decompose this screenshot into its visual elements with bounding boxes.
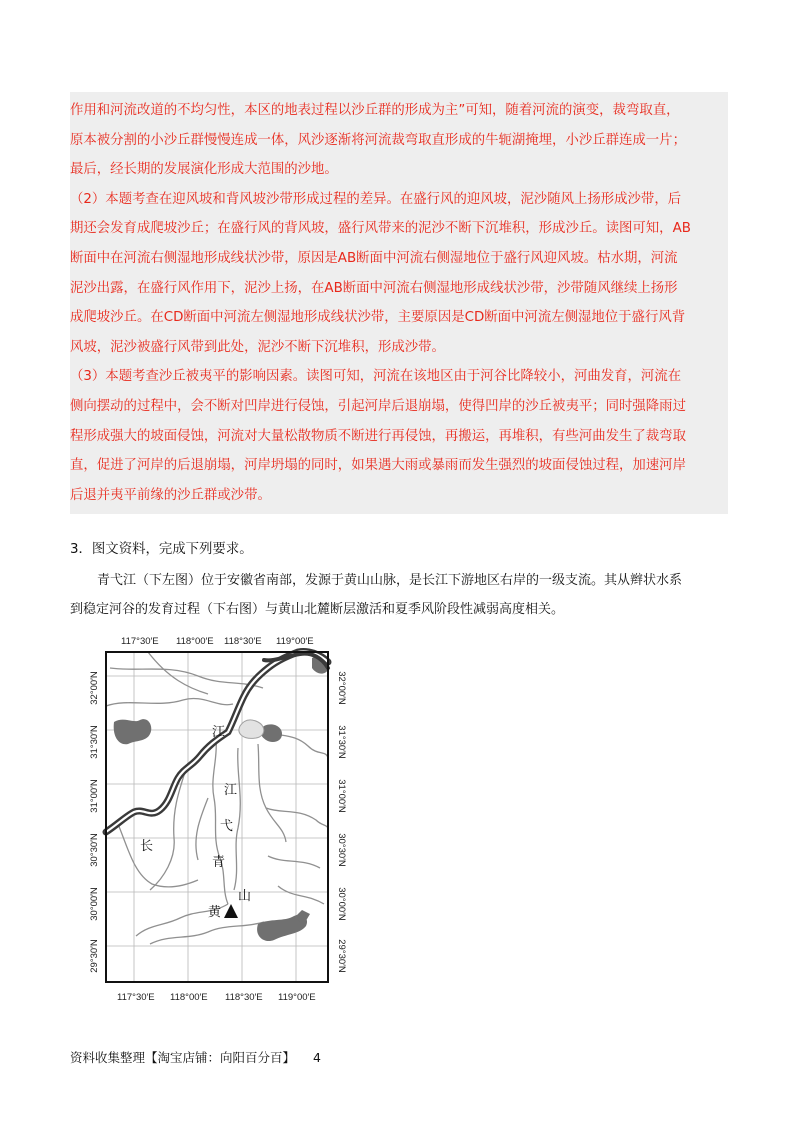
footer-source: 资料收集整理【淘宝店铺：向阳百分百】 [70, 1050, 296, 1065]
right-lat-tick: 31°30′N [336, 725, 347, 759]
top-tick: 118°30′E [224, 636, 262, 647]
label-yi: 弋 [220, 819, 234, 834]
label-huang: 黄 [208, 905, 222, 920]
answer-line: 原本被分割的小沙丘群慢慢连成一体，风沙逐渐将河流裁弯取直形成的牛轭湖掩埋，小沙丘群连成一片； [70, 132, 686, 148]
right-lat-tick: 30°30′N [336, 833, 347, 867]
answer-line: 泥沙出露，在盛行风作用下，泥沙上扬，在AB断面中河流右侧湿地形成线状沙带，沙带随风继续上扬形 [70, 280, 678, 296]
qingyi-river-map [88, 628, 368, 1008]
bottom-tick: 118°30′E [225, 992, 263, 1003]
left-lat-tick: 30°00′N [89, 887, 100, 921]
label-jiang-1: 江 [212, 725, 226, 740]
page-footer [70, 1048, 335, 1066]
left-lat-tick: 31°30′N [89, 725, 100, 759]
left-lat-tick: 30°30′N [89, 833, 100, 867]
answer-line: 程形成强大的坡面侵蚀，河流对大量松散物质不断进行再侵蚀，再搬运，再堆积，有些河曲发生了裁弯取 [70, 428, 686, 444]
bottom-tick: 119°00′E [278, 992, 316, 1003]
page-number: 4 [313, 1050, 321, 1065]
yangtze-river [106, 651, 328, 832]
right-lat-tick: 29°30′N [336, 939, 347, 973]
answer-line: 作用和河流改道的不均匀性，本区的地表过程以沙丘群的形成为主”可知，随着河流的演变，裁弯取直， [70, 103, 680, 118]
answer-line: 最后，经长期的发展演化形成大范围的沙地。 [70, 162, 338, 178]
label-qing: 青 [212, 855, 226, 870]
answer-line: 成爬坡沙丘。在CD断面中河流左侧湿地形成线状沙带，主要原因是CD断面中河流左侧湿地位于盛行风背 [70, 310, 686, 326]
right-lat-tick: 32°00′N [336, 671, 347, 705]
right-lat-tick: 30°00′N [336, 887, 347, 921]
top-tick: 119°00′E [276, 636, 314, 647]
left-lat-tick: 32°00′N [89, 671, 100, 705]
question-heading: 3．图文资料，完成下列要求。 [70, 542, 253, 557]
top-tick: 117°30′E [121, 636, 159, 647]
label-chang: 长 [140, 839, 154, 854]
answer-line: 风坡，泥沙被盛行风带到此处，泥沙不断下沉堆积，形成沙带。 [70, 339, 445, 355]
label-jiang-2: 江 [224, 783, 238, 798]
question-line: 到稳定河谷的发育过程（下右图）与黄山北麓断层激活和夏季风阶段性减弱高度相关。 [70, 602, 565, 617]
answer-line: 直，促进了河岸的后退崩塌，河岸坍塌的同时，如果遇大雨或暴雨而发生强烈的坡面侵蚀过程，加速河岸 [70, 458, 686, 474]
answer-line: （2）本题考查在迎风坡和背风坡沙带形成过程的差异。在盛行风的迎风坡，泥沙随风上扬形成沙带，后 [70, 191, 682, 207]
tributaries [106, 652, 328, 944]
question-line: 青弋江（下左图）位于安徽省南部，发源于黄山山脉，是长江下游地区右岸的一级支流。其从辫状水系 [97, 573, 683, 588]
huangshan-peak-icon [224, 904, 238, 918]
bottom-tick: 118°00′E [170, 992, 208, 1003]
answer-line: 侧向摆动的过程中，会不断对凹岸进行侵蚀，引起河岸后退崩塌，使得凹岸的沙丘被夷平；同时强降雨过 [70, 398, 686, 414]
answer-explanation [70, 92, 728, 514]
answer-line: （3）本题考查沙丘被夷平的影响因素。读图可知，河流在该地区由于河谷比降较小，河曲发育，河流在 [70, 369, 682, 385]
right-lat-tick: 31°00′N [336, 779, 347, 813]
answer-line: 断面中在河流右侧湿地形成线状沙带，原因是AB断面中河流右侧湿地位于盛行风迎风坡。枯水期，河流 [70, 250, 678, 266]
answer-line: 期还会发育成爬坡沙丘；在盛行风的背风坡，盛行风带来的泥沙不断下沉堆积，形成沙丘。读图可知，AB [70, 221, 691, 237]
left-lat-tick: 31°00′N [89, 779, 100, 813]
answer-line: 后退并夷平前缘的沙丘群或沙带。 [70, 487, 271, 503]
bottom-tick: 117°30′E [117, 992, 155, 1003]
label-shan: 山 [238, 889, 252, 904]
top-tick: 118°00′E [176, 636, 214, 647]
question-body [70, 566, 730, 624]
left-lat-tick: 29°30′N [89, 939, 100, 973]
